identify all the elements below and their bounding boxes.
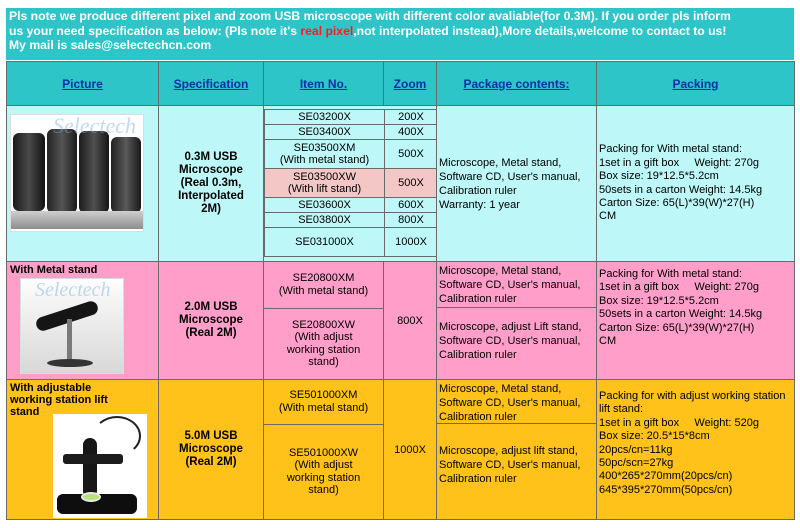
- item-zoom: 400X: [385, 125, 438, 140]
- stand-base: [47, 359, 93, 367]
- cable: [93, 416, 141, 456]
- item-row: [265, 140, 438, 169]
- warranty: Warranty: 1 year: [439, 198, 520, 211]
- packing-line: 50sets in a carton Weight: 14.5kg: [599, 308, 763, 321]
- spec-line: (Real 2M): [185, 456, 237, 468]
- spec-line: 0.3M USB: [184, 151, 238, 163]
- packing-line: CM: [599, 335, 617, 348]
- spec-line: 2.0M USB: [184, 301, 238, 313]
- item-no: SE03500XW: [293, 170, 356, 183]
- packing-5m: [597, 380, 795, 520]
- item-row: [264, 262, 383, 308]
- packing-03m: [597, 106, 795, 262]
- table-row-03m: [7, 106, 795, 262]
- items-subtable-2m: [264, 262, 383, 379]
- sample-dish: [81, 492, 101, 502]
- table-row-5m: [7, 380, 795, 520]
- item-row: [264, 308, 383, 379]
- header-specification[interactable]: Specification: [159, 62, 264, 106]
- package-03m: [437, 106, 597, 262]
- packing-line: 1set in a gift box Weight: 270g: [599, 156, 760, 169]
- item-zoom: 500X: [385, 140, 438, 169]
- microscope-tips: [11, 211, 144, 229]
- item-no: SE20800XW: [292, 318, 355, 331]
- microscope-photo: [47, 129, 77, 213]
- packing-line: Carton Size: 65(L)*39(W)*27(H): [599, 196, 755, 209]
- item-sub: (With metal stand): [278, 284, 369, 297]
- item-zoom: 800X: [385, 213, 438, 228]
- spec-line: Microscope: [179, 443, 243, 455]
- item-no: SE20800XM: [292, 272, 355, 285]
- package-contents-a: Microscope, Metal stand, Software CD, User's manual, Calibration ruler: [437, 262, 596, 308]
- packing-line: 1set in a gift box Weight: 520g: [599, 416, 760, 429]
- package-2m: [437, 262, 597, 380]
- item-row: [265, 198, 438, 213]
- package-contents-b: Microscope, adjust lift stand, Software CD, User's manual, Calibration ruler: [439, 445, 581, 485]
- picture-label-2m: With Metal stand: [10, 264, 98, 276]
- items-5m: [264, 380, 384, 520]
- mail-label: My mail is: [9, 38, 71, 52]
- stand-pole: [67, 319, 72, 361]
- product-table: [6, 61, 795, 520]
- product-photo-2m: [20, 278, 124, 374]
- picture-label-5m: With adjustable working station lift stand: [10, 382, 108, 418]
- picture-cell-2m: [7, 262, 159, 380]
- notice-banner: [6, 8, 794, 60]
- items-subtable-5m: [264, 380, 383, 519]
- item-row: [265, 110, 438, 125]
- item-sub: (With lift stand): [287, 183, 362, 195]
- zoom-2m: 800X: [384, 262, 437, 380]
- microscope-photo: [79, 131, 109, 213]
- items-03m: [264, 106, 437, 262]
- item-no-cell: [264, 262, 383, 308]
- packing-line: CM: [599, 210, 617, 223]
- item-no: SE501000XM: [289, 389, 358, 402]
- watermark-text: Selectech: [35, 279, 111, 301]
- notice-line-2: [9, 24, 791, 39]
- notice-line-1: Pls note we produce different pixel and zoom USB microscope with different color avaliable(for 0.3M). If you order pls inform: [9, 9, 731, 23]
- packing-line: 20pcs/cn=11kg: [599, 443, 673, 456]
- header-packing[interactable]: Packing: [597, 62, 795, 106]
- item-no: SE03800X: [265, 213, 385, 228]
- notice-line-2-start: us your need specification as below: (Pls note it's: [9, 23, 301, 38]
- product-photo-5m: [53, 414, 147, 518]
- item-no: SE03200X: [265, 110, 385, 125]
- stand-arm: [63, 454, 123, 464]
- item-row-highlighted: [265, 169, 438, 198]
- microscope-body: [83, 438, 97, 498]
- package-contents-a: Microscope, Metal stand, Software CD, User's manual, Calibration ruler: [437, 380, 596, 424]
- spec-line: 5.0M USB: [184, 430, 238, 442]
- item-no-cell: [265, 140, 385, 169]
- item-zoom: 1000X: [385, 228, 438, 257]
- package-contents-b: Microscope, adjust Lift stand, Software CD, User's manual, Calibration ruler: [439, 321, 582, 361]
- item-sub: (With adjust working station stand): [286, 331, 361, 369]
- packing-line: 50sets in a carton Weight: 14.5kg: [599, 183, 763, 196]
- item-no-cell: [264, 380, 383, 424]
- spec-line: (Real 0.3m,: [180, 177, 242, 189]
- packing-line: Packing for With metal stand:: [599, 143, 743, 156]
- item-row: [264, 424, 383, 519]
- mail-link[interactable]: sales@selectechcn.com: [70, 38, 212, 52]
- zoom-5m: 1000X: [384, 380, 437, 520]
- packing-line: Packing for With metal stand:: [599, 268, 743, 280]
- item-no-cell: [264, 308, 383, 379]
- item-sub: (With metal stand): [279, 154, 370, 166]
- spec-line: Microscope: [179, 314, 243, 326]
- packing-line: Box size: 19*12.5*5.2cm: [599, 294, 719, 307]
- spec-line: Interpolated: [178, 190, 244, 202]
- packing-line: 400*265*270mm(20pcs/cn): [599, 470, 733, 483]
- item-row: [264, 380, 383, 424]
- notice-line-3: [9, 38, 791, 53]
- packing-line: Box size: 20.5*15*8cm: [599, 430, 710, 443]
- spec-2m: [159, 262, 264, 380]
- packing-line: Packing for with adjust working station lift stand:: [599, 390, 786, 416]
- package-5m: [437, 380, 597, 520]
- item-sub: (With adjust working station stand): [286, 459, 361, 497]
- item-no: SE501000XW: [288, 446, 359, 459]
- item-zoom: 500X: [385, 169, 438, 198]
- item-sub: (With metal stand): [278, 401, 369, 414]
- product-photo-03m: [10, 114, 144, 232]
- package-contents: Microscope, Metal stand, Software CD, User's manual, Calibration ruler: [439, 156, 581, 197]
- packing-line: Carton Size: 65(L)*39(W)*27(H): [599, 321, 755, 334]
- spec-03m: [159, 106, 264, 262]
- packing-line: Box size: 19*12.5*5.2cm: [599, 170, 719, 183]
- items-subtable-03m: [264, 109, 438, 257]
- item-no-cell: [264, 424, 383, 519]
- packing-line: 645*395*270mm(50pcs/cn): [599, 483, 733, 496]
- spec-line: 2M): [201, 203, 221, 215]
- picture-cell-03m: [7, 106, 159, 262]
- header-row: [7, 62, 795, 106]
- picture-cell-5m: [7, 380, 159, 520]
- item-zoom: 200X: [385, 110, 438, 125]
- item-no: SE031000X: [265, 228, 385, 257]
- item-row: [265, 213, 438, 228]
- notice-line-2-end: ,not interpolated instead),More details,welcome to contact to us!: [353, 23, 727, 38]
- microscope-photo: [111, 137, 141, 213]
- spec-5m: [159, 380, 264, 520]
- item-no: SE03600X: [265, 198, 385, 213]
- packing-2m: [597, 262, 795, 380]
- items-2m: [264, 262, 384, 380]
- item-no: SE03500XM: [293, 141, 356, 154]
- item-no-cell: [265, 169, 385, 198]
- item-no: SE03400X: [265, 125, 385, 140]
- packing-line: 50pc/scn=27kg: [599, 457, 674, 470]
- microscope-photo: [13, 133, 45, 211]
- header-picture[interactable]: Picture: [7, 62, 159, 106]
- header-zoom[interactable]: Zoom: [384, 62, 437, 106]
- spec-line: (Real 2M): [185, 327, 237, 339]
- header-package[interactable]: Package contents:: [437, 62, 597, 106]
- spec-line: Microscope: [179, 164, 243, 176]
- packing-line: 1set in a gift box Weight: 270g: [599, 281, 760, 294]
- watermark-text: Selectech: [53, 114, 137, 138]
- item-row: [265, 125, 438, 140]
- item-zoom: 600X: [385, 198, 438, 213]
- table-row-2m: [7, 262, 795, 380]
- notice-real-pixel: real pixel: [300, 23, 354, 38]
- header-item-no[interactable]: Item No.: [264, 62, 384, 106]
- item-row: [265, 228, 438, 257]
